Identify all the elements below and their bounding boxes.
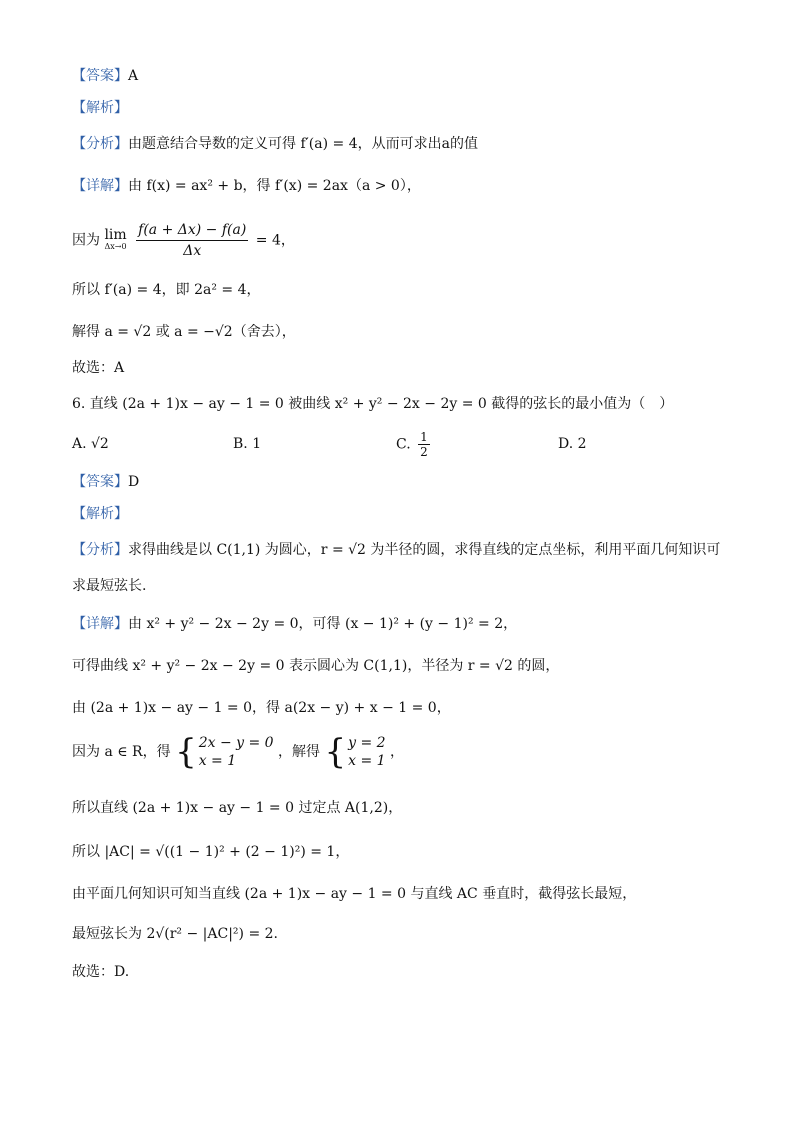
q5-limit-line: 因为 lim Δx→0 $\frac{f(a + \Delta x) - f(a)}{\Delta x}$ = 4， bbox=[72, 222, 295, 259]
q6-step-3: 由 (2a + 1)x − ay − 1 = 0，得 a(2x − y) + x − 1 = 0， bbox=[72, 700, 451, 716]
q6-fenxi-line-1: 【分析】求得曲线是以 C(1,1) 为圆心，r = √2 为半径的圆，求得直线的定点坐标，利用平面几何知识可 bbox=[72, 542, 721, 558]
option-a: A. √2 bbox=[72, 436, 109, 452]
q6-detail-line: 【详解】由 x² + y² − 2x − 2y = 0，可得 (x − 1)² + (y − 1)² = 2， bbox=[72, 616, 518, 632]
answer-tag: 【答案】 bbox=[72, 68, 128, 84]
equation-system-2: y = 2 x = 1 bbox=[348, 735, 386, 769]
option-c: C. $\frac{1}{2}$ bbox=[396, 430, 428, 459]
answer-value: A bbox=[128, 68, 139, 84]
q6-step-8: 最短弦长为 2√(r² − |AC|²) = 2. bbox=[72, 926, 278, 942]
q5-step-4: 解得 a = √2 或 a = −√2（舍去）， bbox=[72, 324, 296, 340]
q5-final: 故选：A bbox=[72, 360, 125, 376]
q6-answer-line: 【答案】D bbox=[72, 474, 140, 490]
option-b: B. 1 bbox=[233, 436, 262, 452]
fenxi-text: 由题意结合导数的定义可得 f′(a) = 4，从而可求出a的值 bbox=[128, 136, 478, 152]
q5-answer-line bbox=[72, 66, 138, 86]
q6-final: 故选：D. bbox=[72, 964, 130, 980]
answer-value: D bbox=[128, 474, 140, 490]
q6-step-7: 由平面几何知识可知当直线 (2a + 1)x − ay − 1 = 0 与直线 AC 垂直时，截得弦长最短， bbox=[72, 886, 637, 902]
q6-step-4: 因为 a ∈ R，得 { 2x − y = 0 x = 1 ，解得 { y = 2 x = 1 ， bbox=[72, 732, 405, 772]
q5-detail-line: 【详解】由 f(x) = ax² + b，得 f′(x) = 2ax（a > 0）， bbox=[72, 178, 421, 194]
step-1: 由 f(x) = ax² + b，得 f′(x) = 2ax（a > 0）， bbox=[128, 178, 421, 194]
q5-analysis-tag: 【解析】 bbox=[72, 100, 128, 116]
equation-system-1: 2x − y = 0 x = 1 bbox=[198, 735, 274, 769]
q6-analysis-tag: 【解析】 bbox=[72, 506, 128, 522]
q6-step-2: 可得曲线 x² + y² − 2x − 2y = 0 表示圆心为 C(1,1)，半径为 r = √2 的圆， bbox=[72, 658, 560, 674]
q5-step-3: 所以 f′(a) = 4，即 2a² = 4， bbox=[72, 282, 261, 298]
q6-fenxi-line-2: 求最短弦长. bbox=[72, 578, 147, 594]
difference-quotient: $\frac{f(a + \Delta x) - f(a)}{\Delta x}$ bbox=[138, 222, 247, 259]
q5-fenxi-line: 【分析】由题意结合导数的定义可得 f′(a) = 4，从而可求出a的值 bbox=[72, 136, 478, 152]
limit-operator: lim Δx→0 bbox=[104, 226, 127, 251]
q6-step-5: 所以直线 (2a + 1)x − ay − 1 = 0 过定点 A(1,2)， bbox=[72, 800, 403, 816]
q6-stem: 6. 直线 (2a + 1)x − ay − 1 = 0 被曲线 x² + y² − 2x − 2y = 0 截得的弦长的最小值为（ ） bbox=[72, 396, 674, 412]
option-d: D. 2 bbox=[558, 436, 587, 452]
q6-step-6: 所以 |AC| = √((1 − 1)² + (2 − 1)²) = 1， bbox=[72, 844, 350, 860]
